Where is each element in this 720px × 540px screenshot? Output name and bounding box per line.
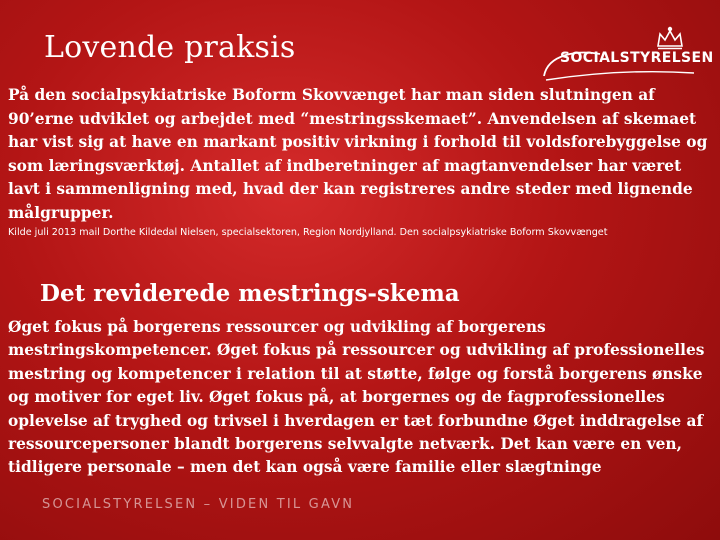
body-paragraph: Øget fokus på borgerens ressourcer og udvikling af borgerens mestringskompetencer. Øget fokus på ressourcer og udvikling af professionelles mestring og kompetencer i relation til at støtte, følge og forstå borgerens ønske og motiver for eget liv. Øget fokus på, at borgernes og de fagprofessionelles oplevelse af tryghed og trivsel i hverdagen er tæt forbundne Øget inddragelse af ressourcepersoner blandt borgerens selvvalgte netværk. Det kan være en ven, tidligere personale – men det kan også være familie eller slægtninge — [8, 318, 705, 477]
section-heading: Det reviderede mestrings-skema — [40, 280, 460, 307]
logo-wordmark: SOCIALSTYRELSEN — [560, 50, 714, 66]
slide-title: Lovende praksis — [44, 30, 296, 65]
footer-tagline: SOCIALSTYRELSEN – VIDEN TIL GAVN — [42, 497, 355, 512]
socialstyrelsen-logo — [538, 26, 714, 86]
source-note: Kilde juli 2013 mail Dorthe Kildedal Nielsen, specialsektoren, Region Nordjylland. Den socialpsykiatriske Boform Skovvænget — [8, 227, 608, 238]
intro-paragraph: På den socialpsykiatriske Boform Skovvænget har man siden slutningen af 90’erne udviklet og arbejdet med “mestringsskemaet”. Anvendelsen af skemaet har vist sig at have en markant positiv virkning i forhold til voldsforebyggelse og som læringsværktøj. Antallet af indberetninger af magtanvendelser har været lavt i sammenligning med, hvad der kan registreres andre steder med lignende målgrupper. — [8, 86, 708, 222]
